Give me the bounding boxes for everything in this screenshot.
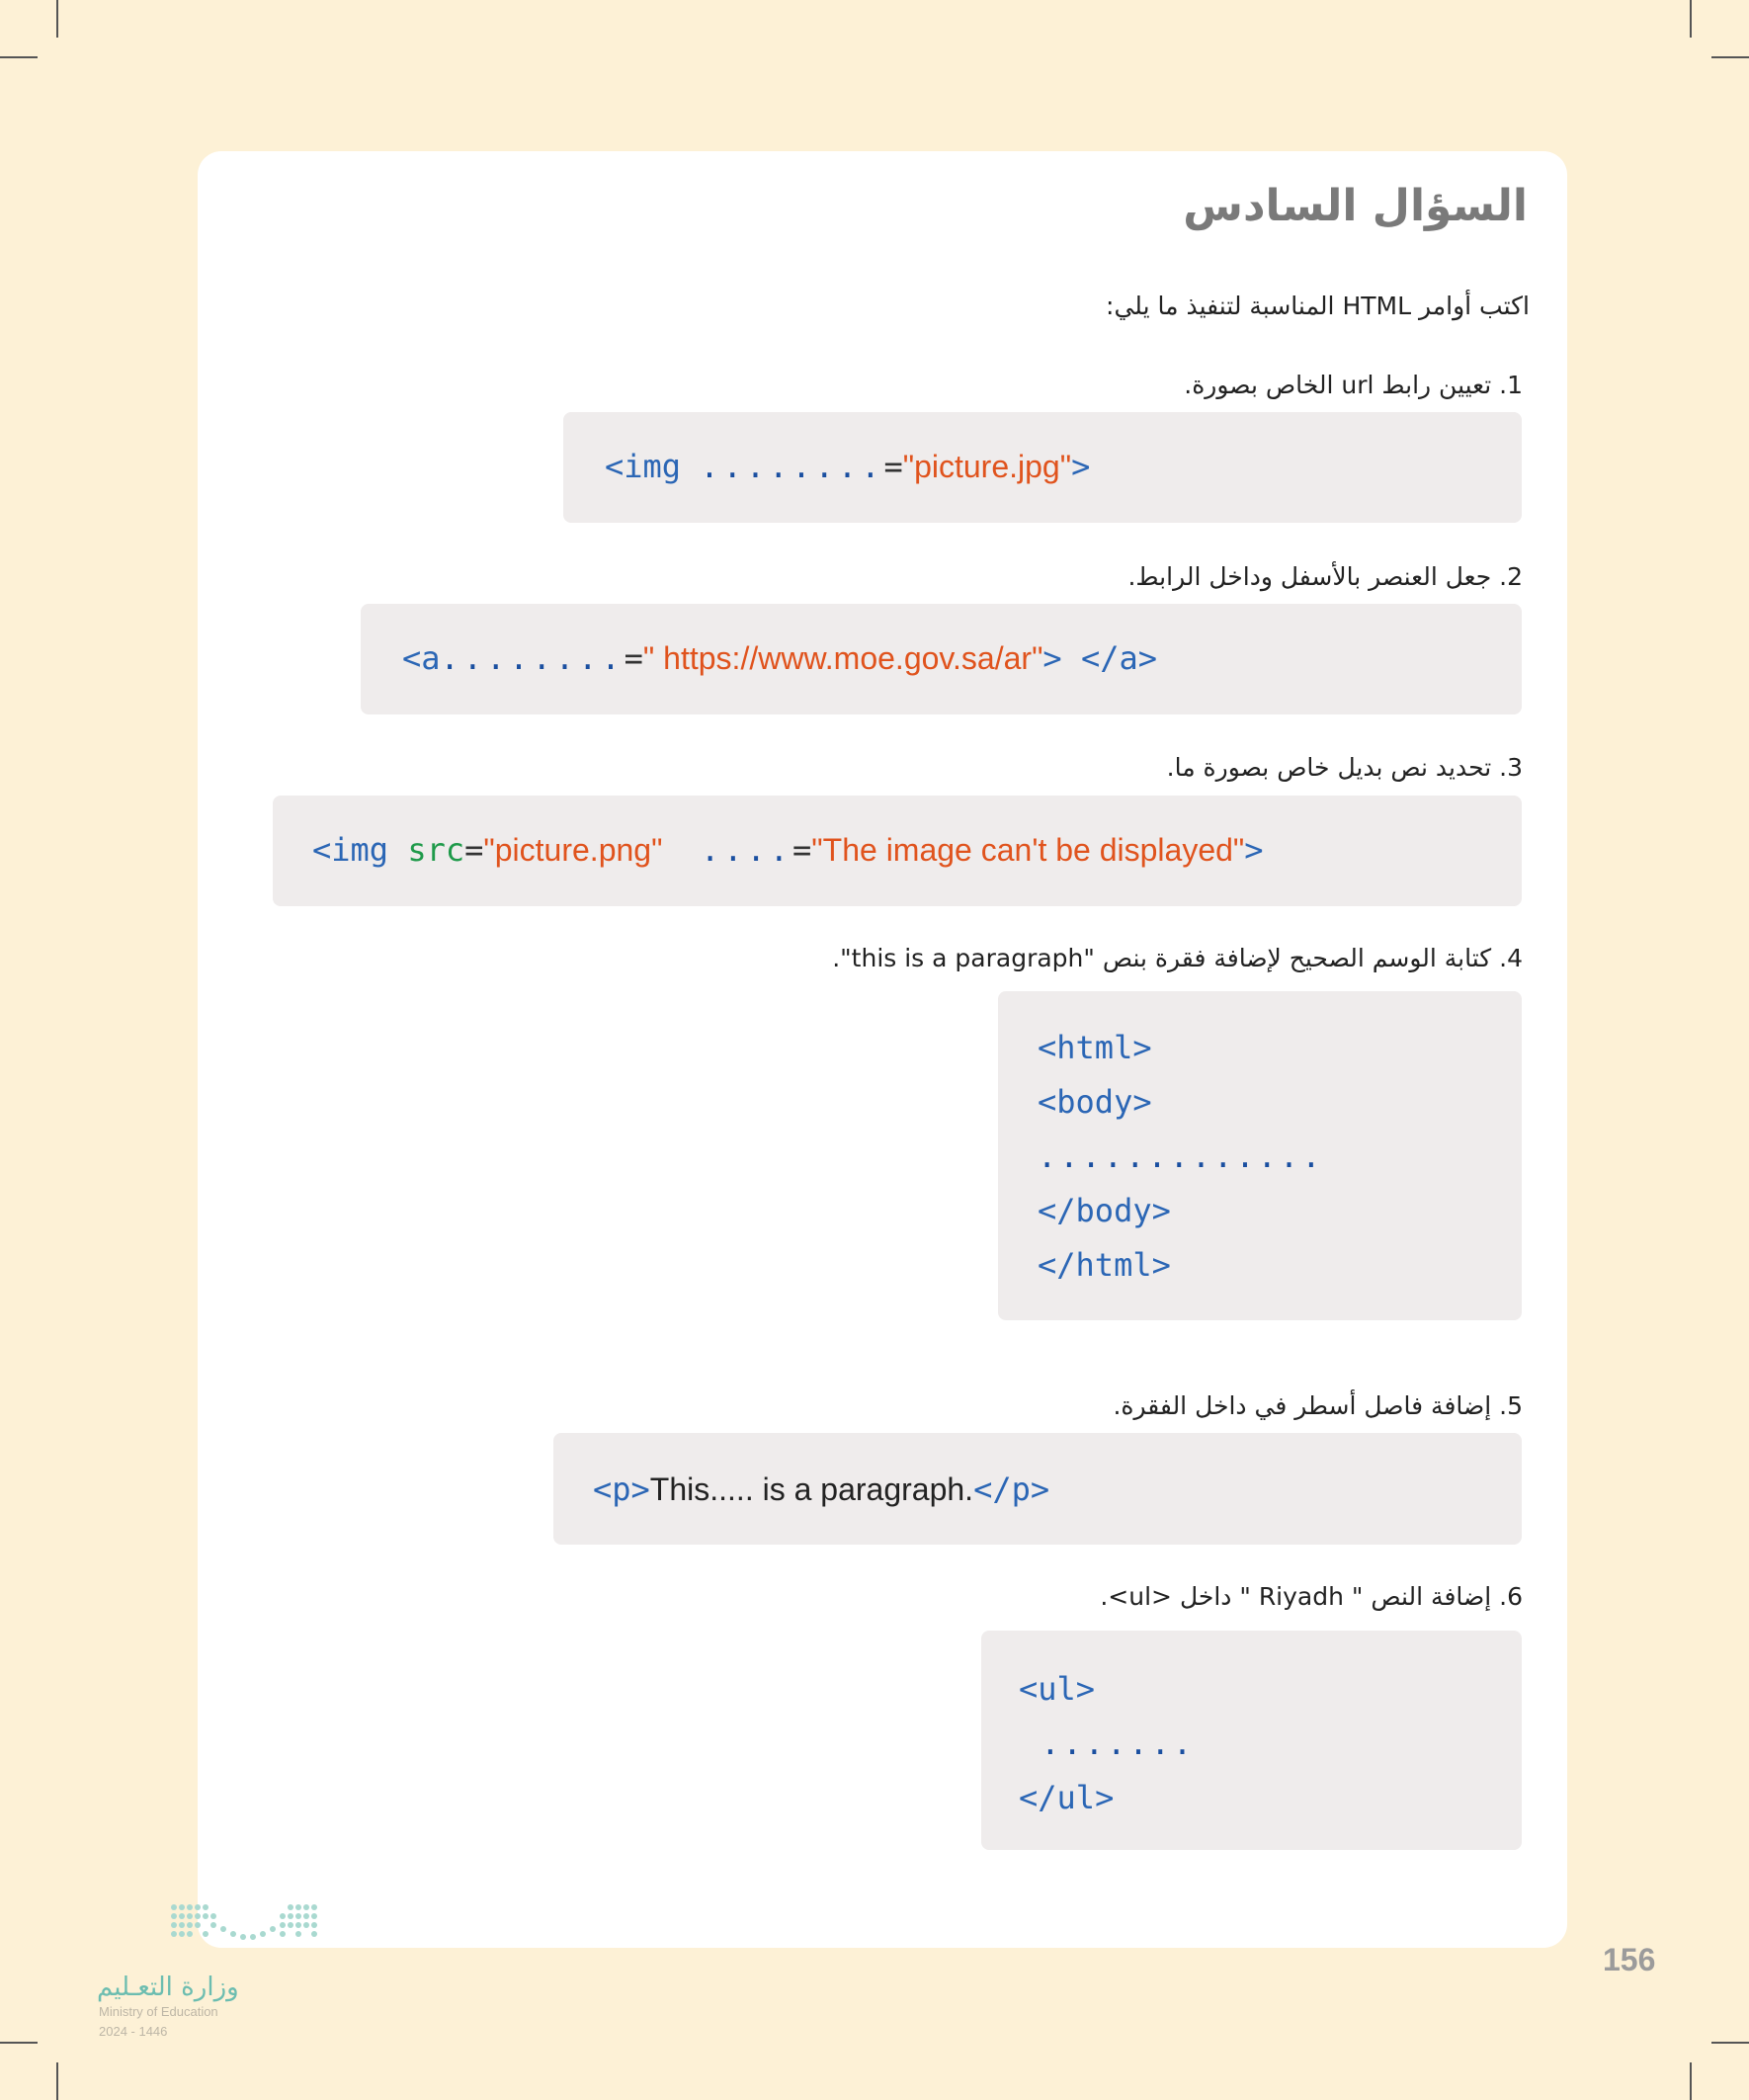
code-line: .......	[1019, 1724, 1196, 1762]
ministry-logo	[97, 1899, 324, 2038]
crop-mark	[0, 2042, 38, 2044]
crop-mark	[1711, 2042, 1749, 2044]
question-card	[198, 151, 1567, 1948]
code-box-5	[553, 1433, 1522, 1545]
code-box-3	[273, 796, 1522, 906]
code-line: <html>	[1038, 1029, 1152, 1066]
question-3-text: 3. تحديد نص بديل خاص بصورة ما.	[1166, 753, 1523, 782]
instruction-text: اكتب أوامر HTML المناسبة لتنفيذ ما يلي:	[1106, 292, 1530, 320]
question-1-text: 1. تعيين رابط url الخاص بصورة.	[1184, 371, 1523, 399]
code-line: .............	[1038, 1137, 1324, 1175]
code-line: </body>	[1038, 1192, 1171, 1229]
page-number: 156	[1603, 1942, 1656, 1977]
question-5-text: 5. إضافة فاصل أسطر في داخل الفقرة.	[1113, 1391, 1523, 1420]
question-4-text: 4. كتابة الوسم الصحيح لإضافة فقرة بنص "this is a paragraph".	[832, 944, 1523, 972]
ministry-year: 2024 - 1446	[99, 2024, 168, 2039]
code-line: <img ........="picture.jpg">	[605, 448, 1091, 485]
crop-mark	[1690, 0, 1692, 38]
question-6-text: 6. إضافة النص " Riyadh " داخل <ul>.	[1100, 1582, 1523, 1611]
code-line: <img src="picture.png" ....="The image can't be displayed">	[312, 831, 1264, 869]
code-line: <ul>	[1019, 1670, 1096, 1708]
code-line: <p>This..... is a paragraph.</p>	[593, 1470, 1050, 1508]
ministry-name-arabic: وزارة التعـليم	[97, 1973, 239, 2002]
code-line: <a........=" https://www.moe.gov.sa/ar"> </a>	[402, 639, 1158, 677]
code-box-6	[981, 1631, 1522, 1850]
page-title: السؤال السادس	[1183, 181, 1528, 231]
crop-mark	[1690, 2062, 1692, 2100]
crop-mark	[56, 2062, 58, 2100]
ministry-name-english: Ministry of Education	[99, 2004, 218, 2019]
code-line: <body>	[1038, 1083, 1152, 1121]
crop-mark	[56, 0, 58, 38]
crop-mark	[0, 56, 38, 58]
code-box-4	[998, 991, 1522, 1320]
code-box-2	[361, 604, 1522, 714]
code-line: </ul>	[1019, 1779, 1115, 1816]
question-2-text: 2. جعل العنصر بالأسفل وداخل الرابط.	[1127, 562, 1523, 591]
code-line: </html>	[1038, 1246, 1171, 1284]
crop-mark	[1711, 56, 1749, 58]
code-box-1	[563, 412, 1522, 523]
dots-logo-icon	[168, 1899, 326, 1959]
